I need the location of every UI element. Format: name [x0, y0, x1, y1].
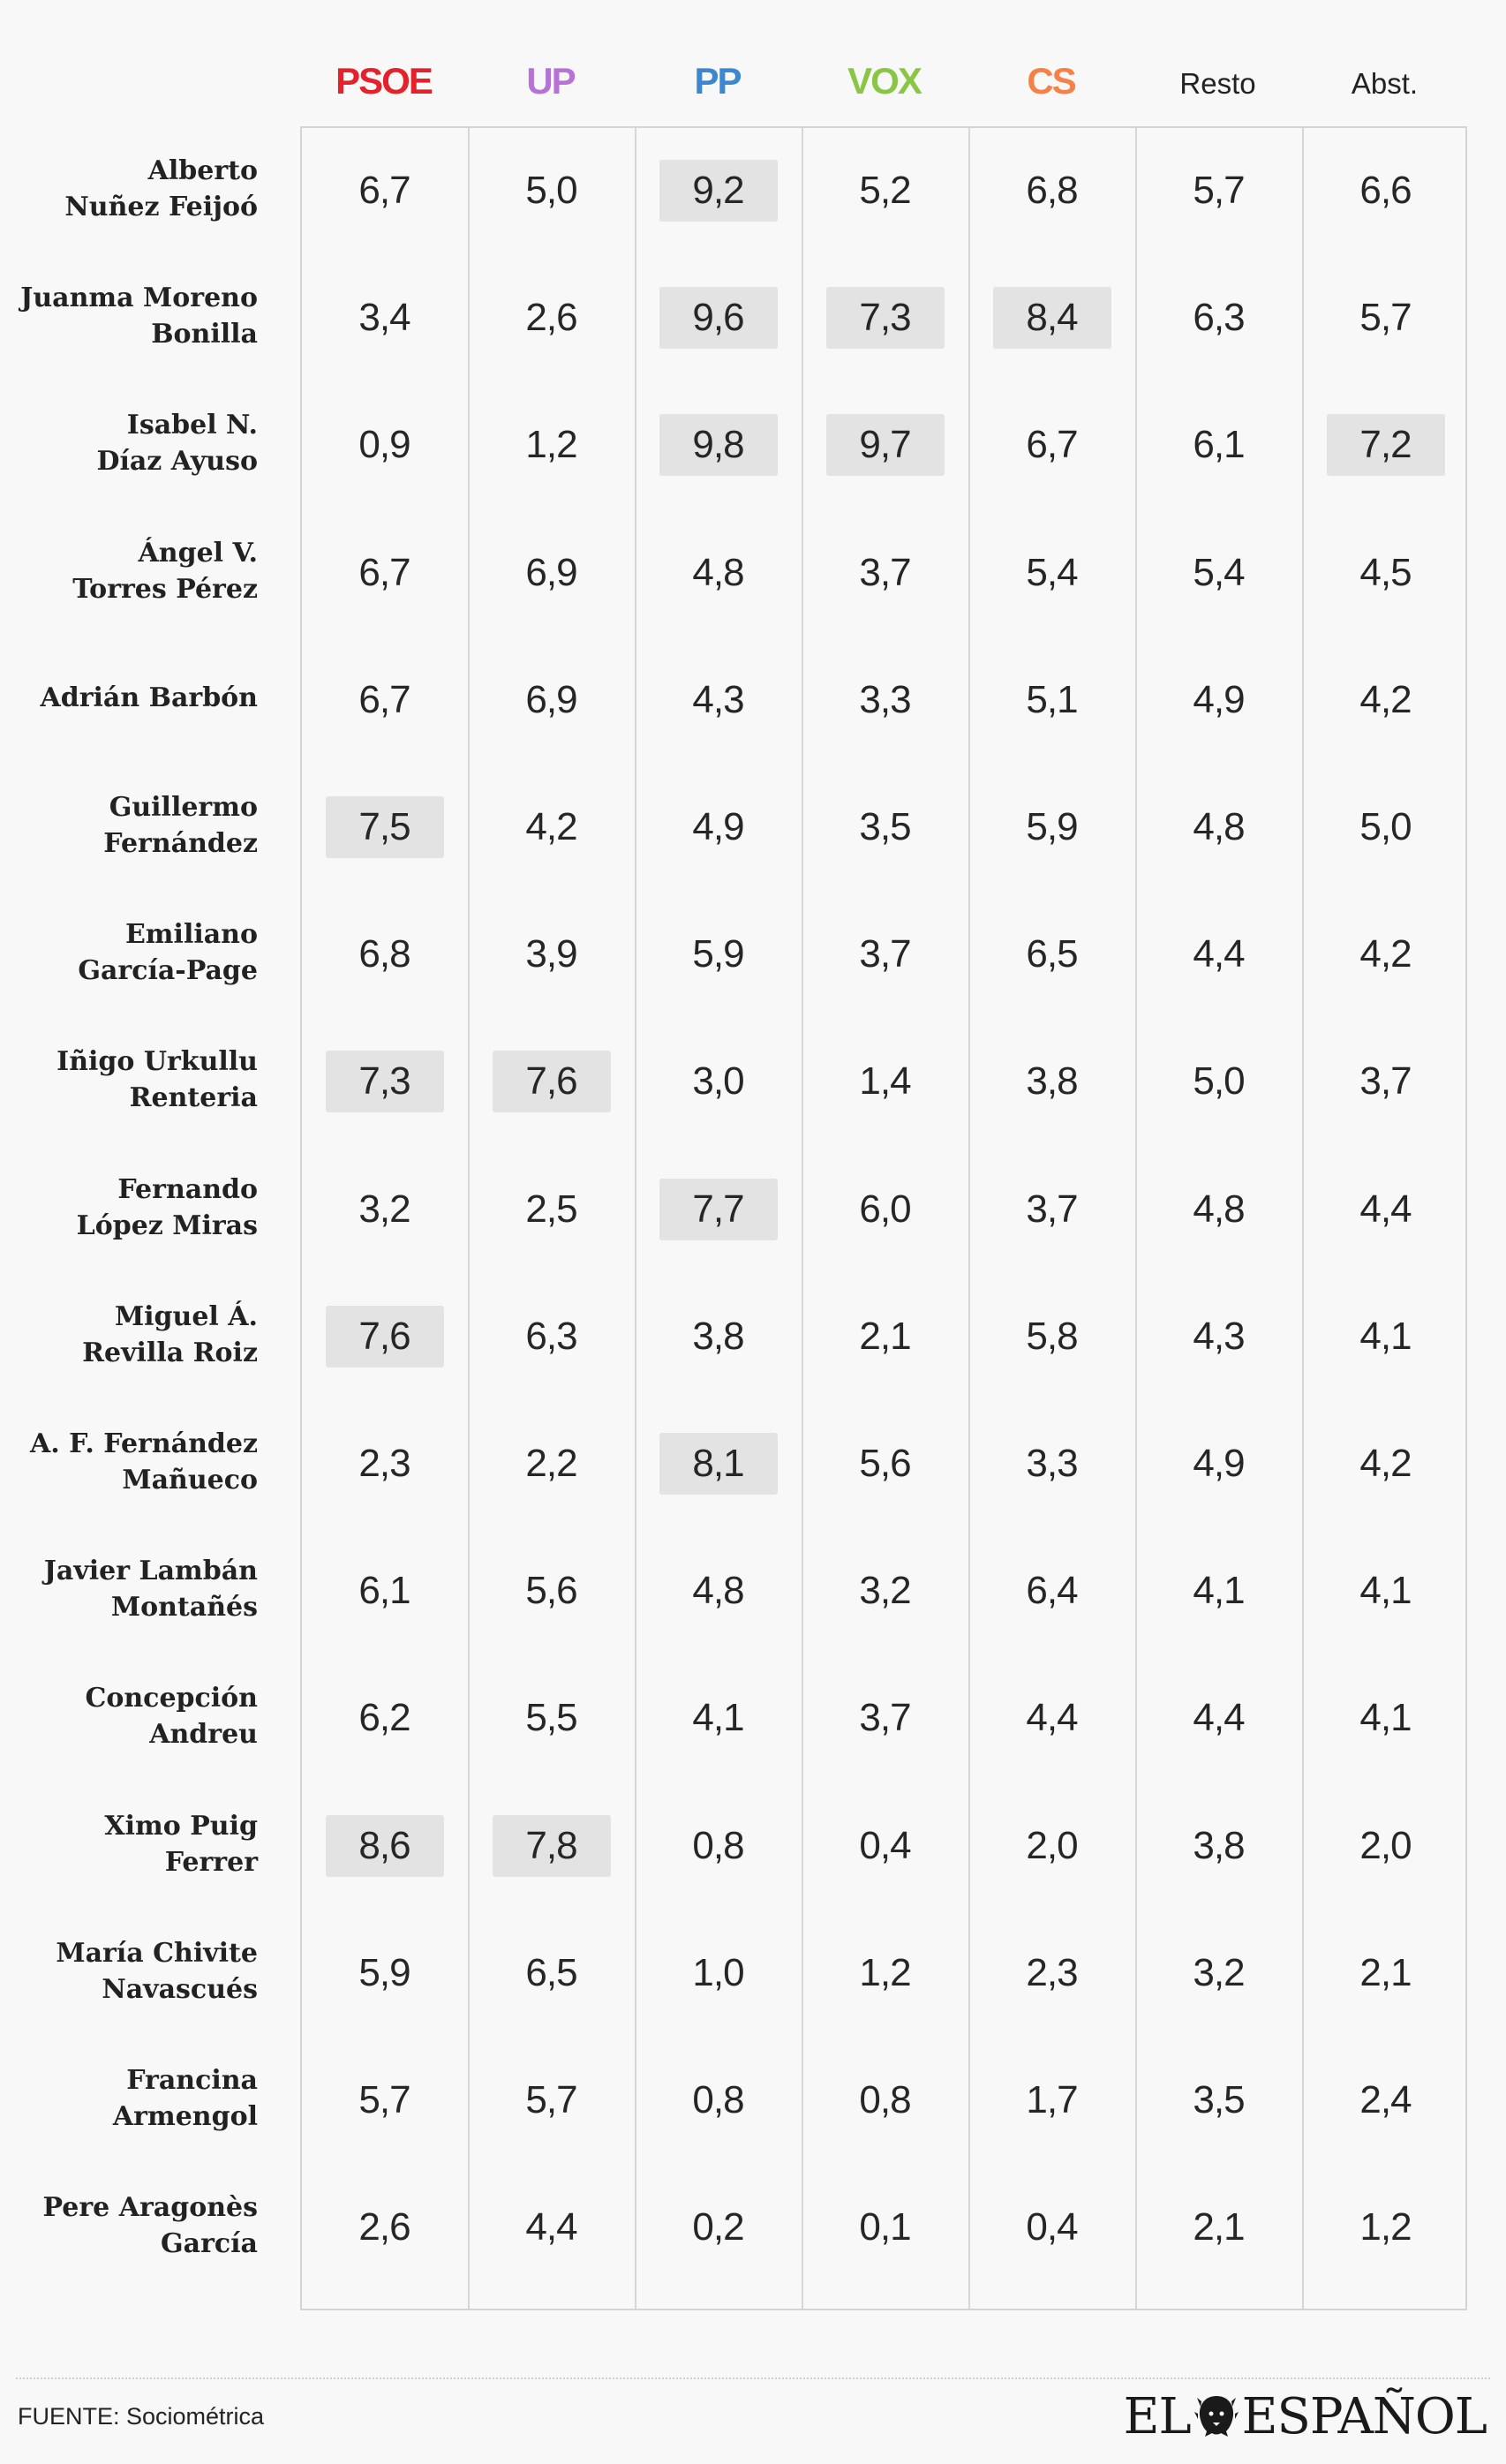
- value-cell: 1,2: [859, 1950, 911, 1994]
- value-cell: 2,4: [1359, 2078, 1412, 2121]
- value-cell: 6,7: [358, 677, 410, 721]
- value-cell: 4,9: [1193, 677, 1245, 721]
- value-cell: 4,2: [525, 805, 577, 848]
- value-cell: 2,1: [1359, 1950, 1412, 1994]
- value-cell: 9,2: [659, 160, 778, 222]
- value-cell: 4,8: [692, 550, 744, 594]
- value-cell: 2,6: [358, 2205, 410, 2249]
- ratings-table: [300, 126, 1467, 2310]
- value-cell: 5,0: [1359, 805, 1412, 848]
- value-cell: 7,6: [326, 1306, 444, 1368]
- value-cell: 5,9: [1026, 805, 1078, 848]
- value-cell: 6,8: [1026, 169, 1078, 212]
- value-cell: 4,4: [1193, 1696, 1245, 1740]
- value-cell: 3,9: [525, 932, 577, 976]
- row-label: Adrián Barbón: [40, 682, 258, 714]
- row-label: Alberto Nuñez Feijoó: [64, 155, 258, 222]
- row-label: Juanma Moreno Bonilla: [20, 283, 258, 350]
- logo-text-espanol: ESPAÑOL: [1241, 2387, 1487, 2445]
- value-cell: 2,2: [525, 1442, 577, 1485]
- table-row: [302, 1401, 1465, 1528]
- value-cell: 3,0: [692, 1059, 744, 1104]
- row-label: Ángel V. Torres Pérez: [72, 537, 258, 605]
- value-cell: 0,4: [859, 1823, 911, 1867]
- column-header-vox: VOX: [847, 60, 921, 102]
- value-cell: 6,4: [1026, 1569, 1078, 1613]
- value-cell: 1,2: [1359, 2205, 1412, 2249]
- value-cell: 5,4: [1193, 550, 1245, 594]
- row-label: Isabel N. Díaz Ayuso: [96, 410, 258, 478]
- table-row: [302, 765, 1465, 892]
- table-row: [302, 892, 1465, 1019]
- value-cell: 6,9: [525, 677, 577, 721]
- value-cell: 3,7: [1026, 1187, 1078, 1231]
- row-label: Javier Lambán Montañés: [43, 1556, 258, 1624]
- value-cell: 6,5: [1026, 932, 1078, 976]
- value-cell: 7,3: [326, 1051, 444, 1112]
- value-cell: 2,6: [525, 296, 577, 340]
- value-cell: 5,6: [525, 1569, 577, 1613]
- value-cell: 9,8: [659, 414, 778, 476]
- value-cell: 4,2: [1359, 677, 1412, 721]
- value-cell: 4,1: [1193, 1569, 1245, 1613]
- table-row: [302, 1783, 1465, 1910]
- value-cell: 0,8: [859, 2078, 911, 2121]
- row-label: Francina Armengol: [112, 2065, 258, 2132]
- value-cell: 4,4: [1193, 932, 1245, 976]
- value-cell: 5,7: [1193, 169, 1245, 212]
- value-cell: 6,7: [1026, 423, 1078, 467]
- value-cell: 6,1: [358, 1569, 410, 1613]
- value-cell: 0,9: [358, 423, 410, 467]
- value-cell: 1,2: [525, 423, 577, 467]
- value-cell: 2,0: [1359, 1823, 1412, 1867]
- value-cell: 3,7: [859, 932, 911, 976]
- value-cell: 5,7: [358, 2078, 410, 2121]
- table-row: [302, 255, 1465, 382]
- value-cell: 6,7: [358, 550, 410, 594]
- row-label: María Chivite Navascués: [56, 1937, 258, 2005]
- value-cell: 4,1: [692, 1696, 744, 1740]
- value-cell: 3,4: [358, 296, 410, 340]
- column-header-row: [300, 35, 1467, 127]
- value-cell: 5,7: [525, 2078, 577, 2121]
- value-cell: 5,9: [358, 1950, 410, 1994]
- value-cell: 5,5: [525, 1696, 577, 1740]
- value-cell: 3,7: [859, 550, 911, 594]
- value-cell: 1,7: [1026, 2078, 1078, 2121]
- table-row: [302, 1655, 1465, 1782]
- value-cell: 5,8: [1026, 1314, 1078, 1358]
- value-cell: 0,8: [692, 1823, 744, 1867]
- value-cell: 0,2: [692, 2205, 744, 2249]
- column-header-pp: PP: [694, 60, 741, 102]
- value-cell: 6,9: [525, 550, 577, 594]
- value-cell: 4,8: [1193, 1187, 1245, 1231]
- table-row: [302, 1019, 1465, 1146]
- lion-head-icon: [1194, 2392, 1239, 2440]
- value-cell: 7,2: [1327, 414, 1445, 476]
- value-cell: 2,3: [358, 1442, 410, 1485]
- column-header-cs: CS: [1027, 60, 1075, 102]
- value-cell: 6,6: [1359, 169, 1412, 212]
- source-note: FUENTE: Sociométrica: [18, 2403, 265, 2430]
- table-row: [302, 510, 1465, 637]
- value-cell: 3,8: [1026, 1059, 1078, 1104]
- value-cell: 3,3: [859, 677, 911, 721]
- value-cell: 4,5: [1359, 550, 1412, 594]
- row-label: Pere Aragonès García: [42, 2192, 258, 2260]
- value-cell: 6,0: [859, 1187, 911, 1231]
- value-cell: 3,2: [358, 1187, 410, 1231]
- row-label: Concepción Andreu: [85, 1683, 258, 1751]
- value-cell: 7,7: [659, 1179, 778, 1240]
- value-cell: 3,5: [1193, 2078, 1245, 2121]
- value-cell: 3,7: [1359, 1059, 1412, 1104]
- value-cell: 6,8: [358, 932, 410, 976]
- value-cell: 3,3: [1026, 1442, 1078, 1485]
- value-cell: 2,1: [1193, 2205, 1245, 2249]
- value-cell: 5,9: [692, 932, 744, 976]
- value-cell: 0,1: [859, 2205, 911, 2249]
- value-cell: 4,1: [1359, 1696, 1412, 1740]
- value-cell: 7,5: [326, 796, 444, 858]
- value-cell: 4,4: [1359, 1187, 1412, 1231]
- table-row: [302, 2038, 1465, 2165]
- value-cell: 4,1: [1359, 1569, 1412, 1613]
- value-cell: 5,0: [525, 169, 577, 212]
- value-cell: 5,6: [859, 1442, 911, 1485]
- row-label: Ximo Puig Ferrer: [104, 1810, 258, 1878]
- row-label: Emiliano García-Page: [78, 919, 258, 987]
- table-row: [302, 2165, 1465, 2292]
- value-cell: 6,3: [525, 1314, 577, 1358]
- column-header-up: UP: [526, 60, 575, 102]
- value-cell: 5,0: [1193, 1059, 1245, 1104]
- value-cell: 6,3: [1193, 296, 1245, 340]
- value-cell: 4,3: [692, 677, 744, 721]
- value-cell: 3,2: [1193, 1950, 1245, 1994]
- table-row: [302, 128, 1465, 255]
- value-cell: 8,4: [993, 287, 1111, 349]
- table-row: [302, 382, 1465, 509]
- table-row: [302, 1274, 1465, 1401]
- value-cell: 4,8: [692, 1569, 744, 1613]
- column-header-resto: Resto: [1179, 67, 1256, 100]
- value-cell: 3,5: [859, 805, 911, 848]
- table-row: [302, 1147, 1465, 1274]
- value-cell: 5,1: [1026, 677, 1078, 721]
- value-cell: 6,5: [525, 1950, 577, 1994]
- el-espanol-logo: [1124, 2385, 1487, 2447]
- value-cell: 5,2: [859, 169, 911, 212]
- row-label: Fernando López Miras: [76, 1173, 258, 1241]
- footer-divider: [16, 2377, 1490, 2379]
- value-cell: 4,1: [1359, 1314, 1412, 1358]
- value-cell: 7,3: [826, 287, 945, 349]
- value-cell: 9,7: [826, 414, 945, 476]
- value-cell: 8,6: [326, 1815, 444, 1877]
- value-cell: 4,3: [1193, 1314, 1245, 1358]
- value-cell: 2,0: [1026, 1823, 1078, 1867]
- column-header-abst: Abst.: [1351, 67, 1419, 100]
- value-cell: 9,6: [659, 287, 778, 349]
- value-cell: 4,2: [1359, 1442, 1412, 1485]
- value-cell: 5,7: [1359, 296, 1412, 340]
- value-cell: 1,0: [692, 1950, 744, 1994]
- row-label: Guillermo Fernández: [103, 792, 258, 859]
- logo-text-el: EL: [1123, 2387, 1191, 2445]
- value-cell: 2,1: [859, 1314, 911, 1358]
- value-cell: 7,6: [493, 1051, 611, 1112]
- value-cell: 4,4: [525, 2205, 577, 2249]
- value-cell: 6,1: [1193, 423, 1245, 467]
- value-cell: 5,4: [1026, 550, 1078, 594]
- column-header-psoe: PSOE: [335, 60, 432, 102]
- value-cell: 4,9: [692, 805, 744, 848]
- value-cell: 7,8: [493, 1815, 611, 1877]
- value-cell: 0,8: [692, 2078, 744, 2121]
- row-label: Iñigo Urkullu Renteria: [56, 1046, 258, 1114]
- value-cell: 3,7: [859, 1696, 911, 1740]
- value-cell: 2,5: [525, 1187, 577, 1231]
- value-cell: 0,4: [1026, 2205, 1078, 2249]
- value-cell: 4,9: [1193, 1442, 1245, 1485]
- value-cell: 3,8: [692, 1314, 744, 1358]
- row-label: Miguel Á. Revilla Roiz: [82, 1300, 258, 1368]
- value-cell: 1,4: [859, 1059, 911, 1104]
- value-cell: 3,8: [1193, 1823, 1245, 1867]
- value-cell: 2,3: [1026, 1950, 1078, 1994]
- table-row: [302, 1910, 1465, 2038]
- value-cell: 6,7: [358, 169, 410, 212]
- row-label: A. F. Fernández Mañueco: [29, 1428, 258, 1496]
- value-cell: 3,2: [859, 1569, 911, 1613]
- value-cell: 8,1: [659, 1433, 778, 1495]
- value-cell: 6,2: [358, 1696, 410, 1740]
- value-cell: 4,8: [1193, 805, 1245, 848]
- value-cell: 4,2: [1359, 932, 1412, 976]
- table-row: [302, 637, 1465, 765]
- table-row: [302, 1528, 1465, 1655]
- value-cell: 4,4: [1026, 1696, 1078, 1740]
